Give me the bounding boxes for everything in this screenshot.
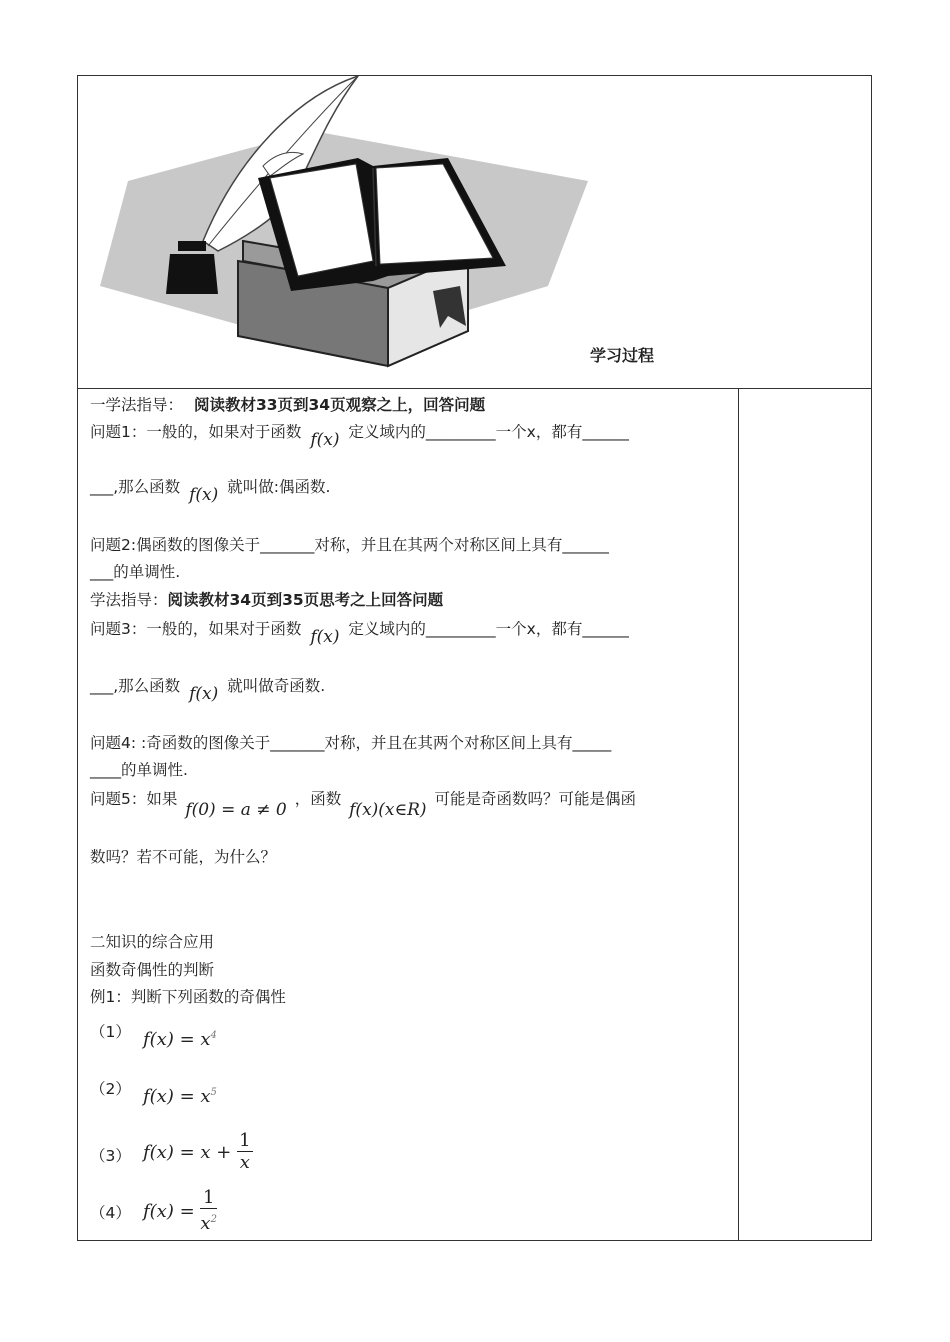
question-2-line-1: 问题2:偶函数的图像关于_______对称，并且在其两个对称区间上具有______ [90, 536, 609, 554]
question-5-line-1 [90, 788, 636, 820]
q1-line2-text-a: ___,那么函数 [90, 478, 181, 496]
example-item-1-formula [143, 1029, 217, 1050]
item-3-denominator: x [239, 1152, 250, 1173]
q5-math-2: f(x)(x∈R) [349, 800, 427, 820]
item-2-lhs: f(x) = x [143, 1086, 211, 1107]
item-1-exponent: 4 [210, 1030, 217, 1041]
section-2-subtitle: 函数奇偶性的判断 [90, 961, 215, 979]
q5-text-a: 问题5：如果 [90, 790, 178, 808]
guide-line-2 [90, 589, 443, 611]
example-item-3-formula [143, 1131, 253, 1174]
item-3-fraction [237, 1131, 252, 1174]
section-2-title: 二知识的综合应用 [90, 933, 215, 951]
question-3-line-2 [90, 675, 326, 704]
main-content-cell [78, 388, 739, 1240]
example-item-3-number: （3） [90, 1147, 131, 1165]
item-4-denominator-exponent: 2 [210, 1214, 217, 1225]
q3-line2-text-a: ___,那么函数 [90, 677, 181, 695]
guide2-label: 学法指导： [90, 591, 168, 609]
q1-line2-fx-math: f(x) [189, 485, 219, 505]
item-4-denominator-base: x [200, 1213, 211, 1234]
guide-label: 一学法指导： [90, 396, 184, 414]
q3-line2-text-b: 就叫做奇函数. [227, 677, 326, 695]
example-item-2-number: （2） [90, 1080, 131, 1098]
example-item-1-number: （1） [90, 1023, 131, 1041]
example-1-title: 例1：判断下列函数的奇偶性 [90, 988, 286, 1006]
q1-text-a: 问题1：一般的，如果对于函数 [90, 423, 302, 441]
item-4-denominator [200, 1209, 217, 1235]
question-3-line-1 [90, 618, 629, 647]
q3-fx-math: f(x) [310, 627, 340, 647]
question-1-line-1 [90, 421, 629, 450]
header-cell [78, 76, 871, 389]
q3-text-b: 定义域内的_________一个x，都有______ [348, 620, 629, 638]
item-2-exponent: 5 [210, 1087, 217, 1098]
q3-text-a: 问题3：一般的，如果对于函数 [90, 620, 302, 638]
item-4-numerator: 1 [200, 1188, 217, 1209]
header-title: 学习过程 [590, 346, 655, 365]
question-1-line-2 [90, 476, 331, 505]
q5-text-c: 可能是奇函数吗？可能是偶函 [434, 790, 636, 808]
question-4-line-2: ____的单调性. [90, 761, 188, 779]
guide-text: 阅读教材33页到34页观察之上，回答问题 [193, 396, 486, 414]
guide-line-1 [90, 394, 485, 416]
item-1-lhs: f(x) = x [143, 1029, 211, 1050]
side-notes-cell [739, 388, 871, 1240]
q1-line2-text-b: 就叫做:偶函数. [227, 478, 331, 496]
question-2-line-2: ___的单调性. [90, 563, 181, 581]
q1-text-b: 定义域内的_________一个x，都有______ [348, 423, 629, 441]
guide2-text: 阅读教材34页到35页思考之上回答问题 [167, 591, 444, 609]
example-item-4-number: （4） [90, 1204, 131, 1222]
item-4-fraction [200, 1188, 217, 1235]
item-3-lhs: f(x) = x + [143, 1142, 232, 1163]
example-item-4-formula [143, 1188, 217, 1235]
q3-line2-fx-math: f(x) [189, 684, 219, 704]
q5-math-1: f(0) = a ≠ 0 [185, 800, 287, 820]
question-5-line-2: 数吗？若不可能，为什么？ [90, 848, 277, 866]
q5-text-b: ，函数 [294, 790, 342, 808]
item-4-lhs: f(x) = [143, 1201, 195, 1222]
q1-fx-math: f(x) [310, 430, 340, 450]
question-4-line-1: 问题4: :奇函数的图像关于_______对称，并且在其两个对称区间上具有_____ [90, 734, 612, 752]
example-item-2-formula [143, 1086, 217, 1107]
page-table [77, 75, 872, 1241]
book-quill-clipart [88, 76, 608, 376]
item-3-numerator: 1 [239, 1130, 251, 1151]
